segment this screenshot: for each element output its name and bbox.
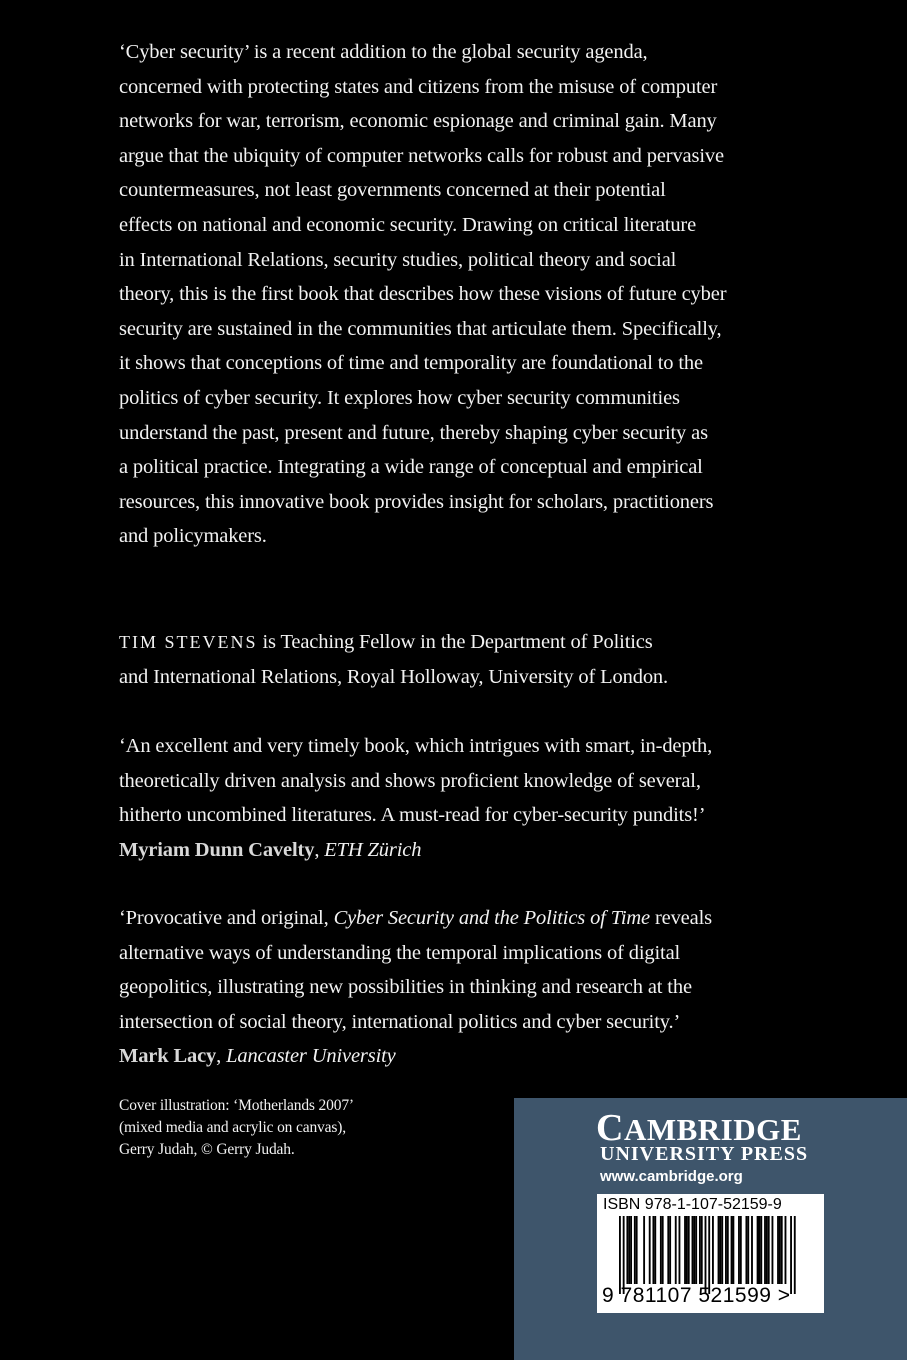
description-line: networks for war, terrorism, economic espionage and criminal gain. Many [119, 110, 717, 133]
barcode-bar [699, 1216, 701, 1284]
logo-text: AMBRIDGE [623, 1112, 802, 1147]
quote-line: ‘An excellent and very timely book, which intrigues with smart, in-depth, [119, 735, 713, 757]
barcode-bar [692, 1216, 694, 1284]
barcode-bar [649, 1216, 651, 1284]
barcode-bar [727, 1216, 729, 1284]
reviewer-affiliation: Lancaster University [226, 1045, 396, 1068]
barcode-bar [626, 1216, 628, 1284]
barcode-bar [790, 1216, 792, 1294]
barcode-bar [785, 1216, 787, 1284]
barcode-bar [701, 1216, 703, 1284]
book-description [119, 35, 726, 554]
barcode-bar [705, 1216, 707, 1294]
quote-line: theoretically driven analysis and shows proficient knowledge of several, [119, 769, 701, 792]
barcode-bar [772, 1216, 774, 1284]
barcode-bar [747, 1216, 749, 1284]
barcode-bar [732, 1216, 734, 1284]
barcode-bar [725, 1216, 727, 1284]
credit-line: (mixed media and acrylic on canvas), [119, 1119, 347, 1136]
quote-line: alternative ways of understanding the temporal implications of digital [119, 941, 681, 964]
barcode-bar [712, 1216, 714, 1284]
barcode-bar [623, 1216, 625, 1294]
author-bio [119, 625, 668, 694]
description-line: security are sustained in the communities that articulate them. Specifically, [119, 317, 722, 340]
barcode-bar [708, 1216, 710, 1294]
barcode-bar [654, 1216, 656, 1284]
reviewer-name: Myriam Dunn Cavelty [119, 838, 315, 861]
barcode-bar [662, 1216, 664, 1284]
barcode-bar [660, 1216, 662, 1284]
barcode-bar [652, 1216, 654, 1284]
barcode-bar [777, 1216, 779, 1284]
barcode-bar [719, 1216, 721, 1284]
book-title: Cyber Security and the Politics of Time [333, 907, 650, 929]
barcode-bar [667, 1216, 669, 1284]
barcode-bar [740, 1216, 742, 1284]
barcode-bar [794, 1216, 796, 1294]
barcode-label [597, 1194, 824, 1313]
barcode-bar [684, 1216, 686, 1284]
logo-initial: C [596, 1107, 624, 1149]
description-line: argue that the ubiquity of computer networks calls for robust and pervasive [119, 144, 724, 167]
barcode-bar [757, 1216, 759, 1284]
barcode-bar [619, 1216, 621, 1294]
barcode-bar [759, 1216, 761, 1284]
review-quote-1: ‘An excellent and very timely book, which intrigues with smart, in-depth, theoretically driven analysis and shows proficient knowledge of several, hitherto uncombined literatures. A must-read for cyber-security pundits!’ Myriam Dunn Cavelty, ETH Zürich [119, 729, 712, 867]
barcode-bar [675, 1216, 677, 1284]
reviewer-affiliation: ETH Zürich [324, 838, 422, 861]
barcode-bar [766, 1216, 768, 1284]
credit-line: Gerry Judah, © Gerry Judah. [119, 1141, 295, 1158]
barcode-digits: 9 781107 521599 > [602, 1284, 791, 1307]
publisher-subtitle: UNIVERSITY PRESS [600, 1143, 809, 1165]
author-name: TIM STEVENS [119, 632, 258, 652]
publisher-url: www.cambridge.org [600, 1168, 743, 1185]
barcode-bar [634, 1216, 636, 1284]
cover-credit [119, 1095, 354, 1161]
barcode-bar [679, 1216, 681, 1284]
barcode-bar [721, 1216, 723, 1284]
publisher-panel [514, 1098, 907, 1360]
isbn-text: ISBN 978-1-107-52159-9 [603, 1196, 782, 1213]
author-bio-text: and International Relations, Royal Holloway, University of London. [119, 665, 668, 688]
barcode-bar [686, 1216, 688, 1284]
barcode-bar [760, 1216, 762, 1284]
barcode-bar [745, 1216, 747, 1284]
description-line: understand the past, present and future, thereby shaping cyber security as [119, 421, 708, 444]
quote-line: reveals [649, 907, 712, 929]
credit-line: Cover illustration: ‘Motherlands 2007’ [119, 1097, 354, 1114]
barcode-bar [669, 1216, 671, 1284]
description-line: politics of cyber security. It explores how cyber security communities [119, 386, 680, 409]
barcode-bar [751, 1216, 753, 1284]
description-line: countermeasures, not least governments concerned at their potential [119, 179, 666, 202]
description-line: a political practice. Integrating a wide range of conceptual and empirical [119, 456, 703, 479]
description-line: theory, this is the first book that describes how these visions of future cyber [119, 283, 727, 306]
quote-line: hitherto uncombined literatures. A must-read for cyber-security pundits!’ [119, 804, 706, 827]
barcode-bar [643, 1216, 645, 1284]
author-bio-text: is Teaching Fellow in the Department of Politics [257, 631, 653, 653]
description-line: in International Relations, security studies, political theory and social [119, 248, 677, 271]
quote-line: ‘Provocative and original, [119, 907, 334, 929]
description-line: effects on national and economic security. Drawing on critical literature [119, 213, 697, 236]
barcode-bar [764, 1216, 766, 1284]
barcode-bar [779, 1216, 781, 1284]
barcode-bar [695, 1216, 697, 1284]
barcode-bar [738, 1216, 740, 1284]
barcode-bar [718, 1216, 720, 1284]
description-line: concerned with protecting states and citizens from the misuse of computer [119, 75, 718, 98]
description-line: ‘Cyber security’ is a recent addition to the global security agenda, [119, 41, 648, 63]
description-line: and policymakers. [119, 525, 267, 548]
barcode-bar [636, 1216, 638, 1284]
reviewer-name: Mark Lacy [119, 1045, 217, 1068]
description-line: resources, this innovative book provides insight for scholars, practitioners [119, 490, 714, 513]
quote-line: geopolitics, illustrating new possibilities in thinking and research at the [119, 976, 692, 999]
description-line: it shows that conceptions of time and temporality are foundational to the [119, 352, 703, 375]
review-quote-2: ‘Provocative and original, Cyber Security and the Politics of Time reveals alternative ways of understanding the temporal implications of digital geopolitics, illustrating new possibilities in thinking and research at the intersection of social theory, international politics and cyber security.’ Mark Lacy, Lancaster University [119, 907, 712, 1068]
quote-line: intersection of social theory, international politics and cyber security.’ [119, 1010, 681, 1033]
barcode-bar [781, 1216, 783, 1284]
barcode-bar [693, 1216, 695, 1284]
barcode-bar [688, 1216, 690, 1284]
barcode-bar [628, 1216, 630, 1284]
barcode-bar [768, 1216, 770, 1284]
barcode-bar [731, 1216, 733, 1284]
barcode-bar [630, 1216, 632, 1284]
barcode [619, 1216, 809, 1294]
